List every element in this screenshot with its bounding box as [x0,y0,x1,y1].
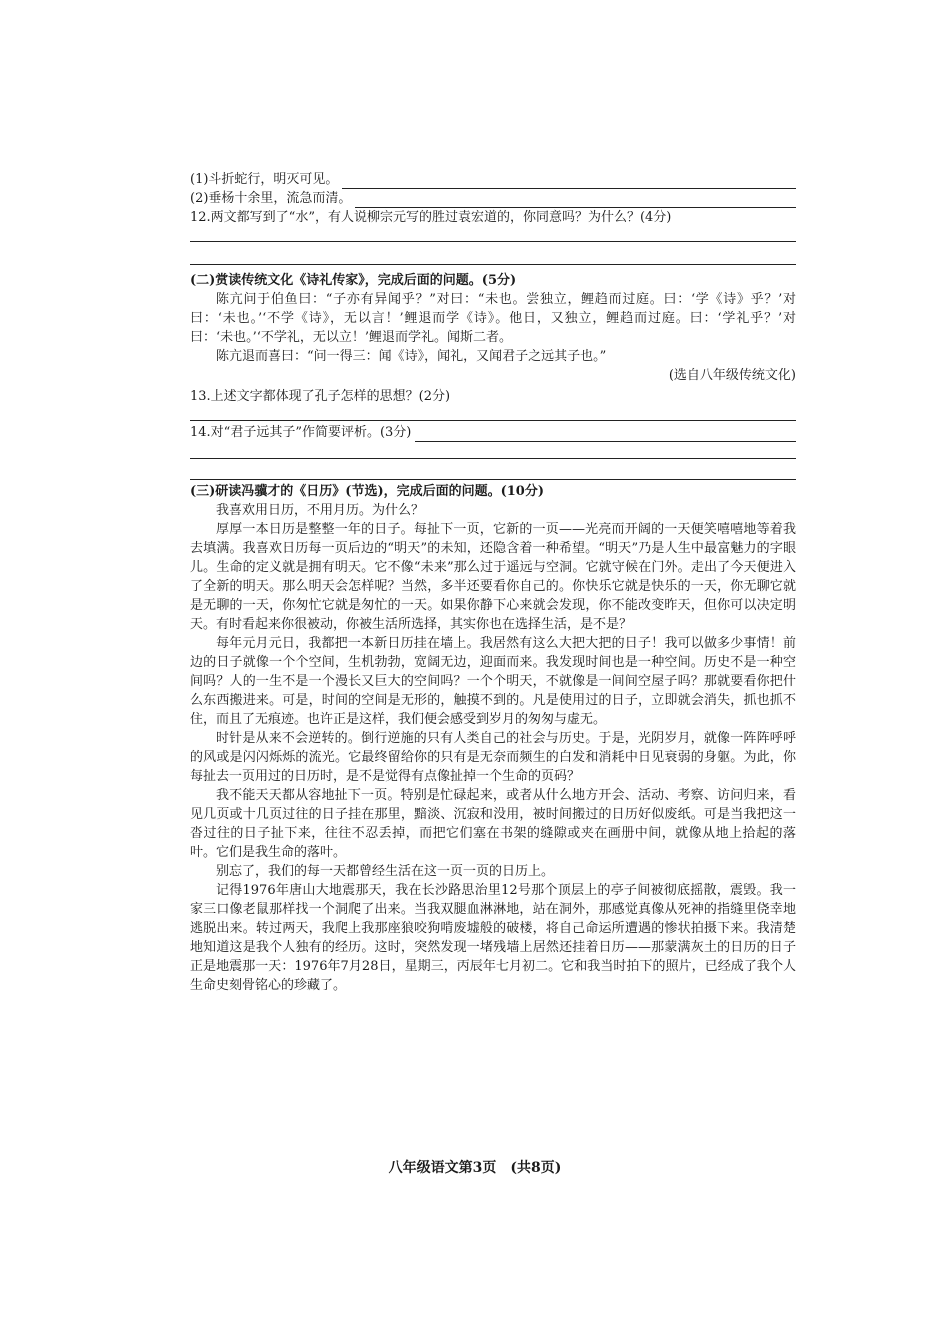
article-paragraph: 记得1976年唐山大地震那天，我在长沙路思治里12号那个顶层上的亭子间被彻底摇散，震毁。我一家三口像老鼠那样找一个洞爬了出来。当我双腿血淋淋地，站在洞外，那感觉真像从死神的指缝里侥幸地逃脱出来。转过两天，我爬上我那座狼咬狗啃废墟般的破楼，将自己命运所遭遇的惨状拍摄下来。我清楚地知道这是我个人独有的经历。这时，突然发现一堵残墙上居然还挂着日历——那蒙满灰土的日历的日子正是地震那一天：1976年7月28日，星期三，丙辰年七月初二。它和我当时拍下的照片，已经成了我个人生命史刻骨铭心的珍藏了。 [190,883,796,993]
article-paragraph: 时针是从来不会逆转的。倒行逆施的只有人类自己的社会与历史。于是，光阴岁月，就像一阵阵呼呼的风或是闪闪烁烁的流光。它最终留给你的只有是无奈而频生的白发和消耗中日见衰弱的身躯。为此，你每扯去一页用过的日历时，是不是觉得有点像扯掉一个生命的页码？ [190,731,796,784]
question-12: 12.两文都写到了“水”，有人说柳宗元写的胜过袁宏道的，你同意吗？为什么？(4分) [190,210,672,225]
q11-item-2-text: (2)垂杨十余里，流急而清。 [190,191,352,206]
q11-item-1 [190,170,796,189]
section-2-paragraph: 陈亢退而喜曰：“问一得三：闻《诗》，闻礼，又闻君子之远其子也。” [216,349,607,364]
answer-line [190,406,796,421]
section-2-paragraph: 陈亢问于伯鱼曰：“子亦有异闻乎？”对曰：“未也。尝独立，鲤趋而过庭。曰：‘学《诗》乎？’对曰：‘未也。’‘不学《诗》，无以言！’鲤退而学《诗》。他日，又独立，鲤趋而过庭。曰：‘学礼乎？’对曰：‘未也。’‘不学礼，无以立！’鲤退而学礼。闻斯二者。 [190,292,796,345]
answer-line [190,227,796,242]
answer-line [190,459,796,480]
source-note: (选自八年级传统文化) [668,368,796,383]
answer-line [342,174,796,189]
page-content [190,170,796,995]
question-13: 13.上述文字都体现了孔子怎样的思想？(2分) [190,389,451,404]
article-paragraph: 我喜欢用日历，不用月历。为什么？ [216,503,425,518]
article-paragraph: 厚厚一本日历是整整一年的日子。每扯下一页，它新的一页——光亮而开阔的一天便笑嘻嘻地等着我去填满。我喜欢日历每一页后边的“明天”的未知，还隐含着一种希望。“明天”乃是人生中最富魅力的字眼儿。生命的定义就是拥有明天。它不像“未来”那么过于遥远与空洞。它就守候在门外。走出了今天便进入了全新的明天。那么明天会怎样呢？当然，多半还要看你自己的。你快乐它就是快乐的一天，你无聊它就是无聊的一天，你匆忙它就是匆忙的一天。如果你静下心来就会发现，你不能改变昨天，但你可以决定明天。有时看起来你很被动，你被生活所选择，其实你也在选择生活，是不是？ [190,522,796,632]
answer-line [415,427,796,442]
question-14 [190,421,796,442]
article-paragraph: 每年元月元日，我都把一本新日历挂在墙上。我居然有这么大把大把的日子！我可以做多少事情！前边的日子就像一个个空间，生机勃勃，宽阔无边，迎面而来。我发现时间也是一种空间。历史不是一种空间吗？人的一生不是一个漫长又巨大的空间吗？一个个明天，不就像是一间间空屋子吗？那就要看你把什么东西搬进来。可是，时间的空间是无形的，触摸不到的。凡是使用过的日子，立即就会消失，抓也抓不住，而且了无痕迹。也许正是这样，我们便会感受到岁月的匆匆与虚无。 [190,636,796,727]
question-14-text: 14.对“君子远其子”作简要评析。(3分) [190,425,412,440]
answer-line [190,242,796,265]
section-2-heading: (二)赏读传统文化《诗礼传家》，完成后面的问题。(5分) [190,273,517,288]
q11-item-2 [190,189,796,208]
answer-line [190,442,796,459]
article-paragraph: 别忘了，我们的每一天都曾经生活在这一页一页的日历上。 [216,864,555,879]
page-footer: 八年级语文第3页 (共8页) [388,1160,562,1176]
answer-line [355,193,796,208]
q11-item-1-text: (1)斗折蛇行，明灭可见。 [190,172,339,187]
article-paragraph: 我不能天天都从容地扯下一页。特别是忙碌起来，或者从什么地方开会、活动、考察、访问归来，看见几页或十几页过往的日子挂在那里，黯淡、沉寂和没用，被时间搬过的日历好似废纸。可是当我把这一沓过往的日子扯下来，往往不忍丢掉，而把它们塞在书架的缝隙或夹在画册中间，就像从地上拾起的落叶。它们是我生命的落叶。 [190,788,796,860]
section-3-heading: (三)研读冯骥才的《日历》(节选)，完成后面的问题。(10分) [190,484,544,499]
